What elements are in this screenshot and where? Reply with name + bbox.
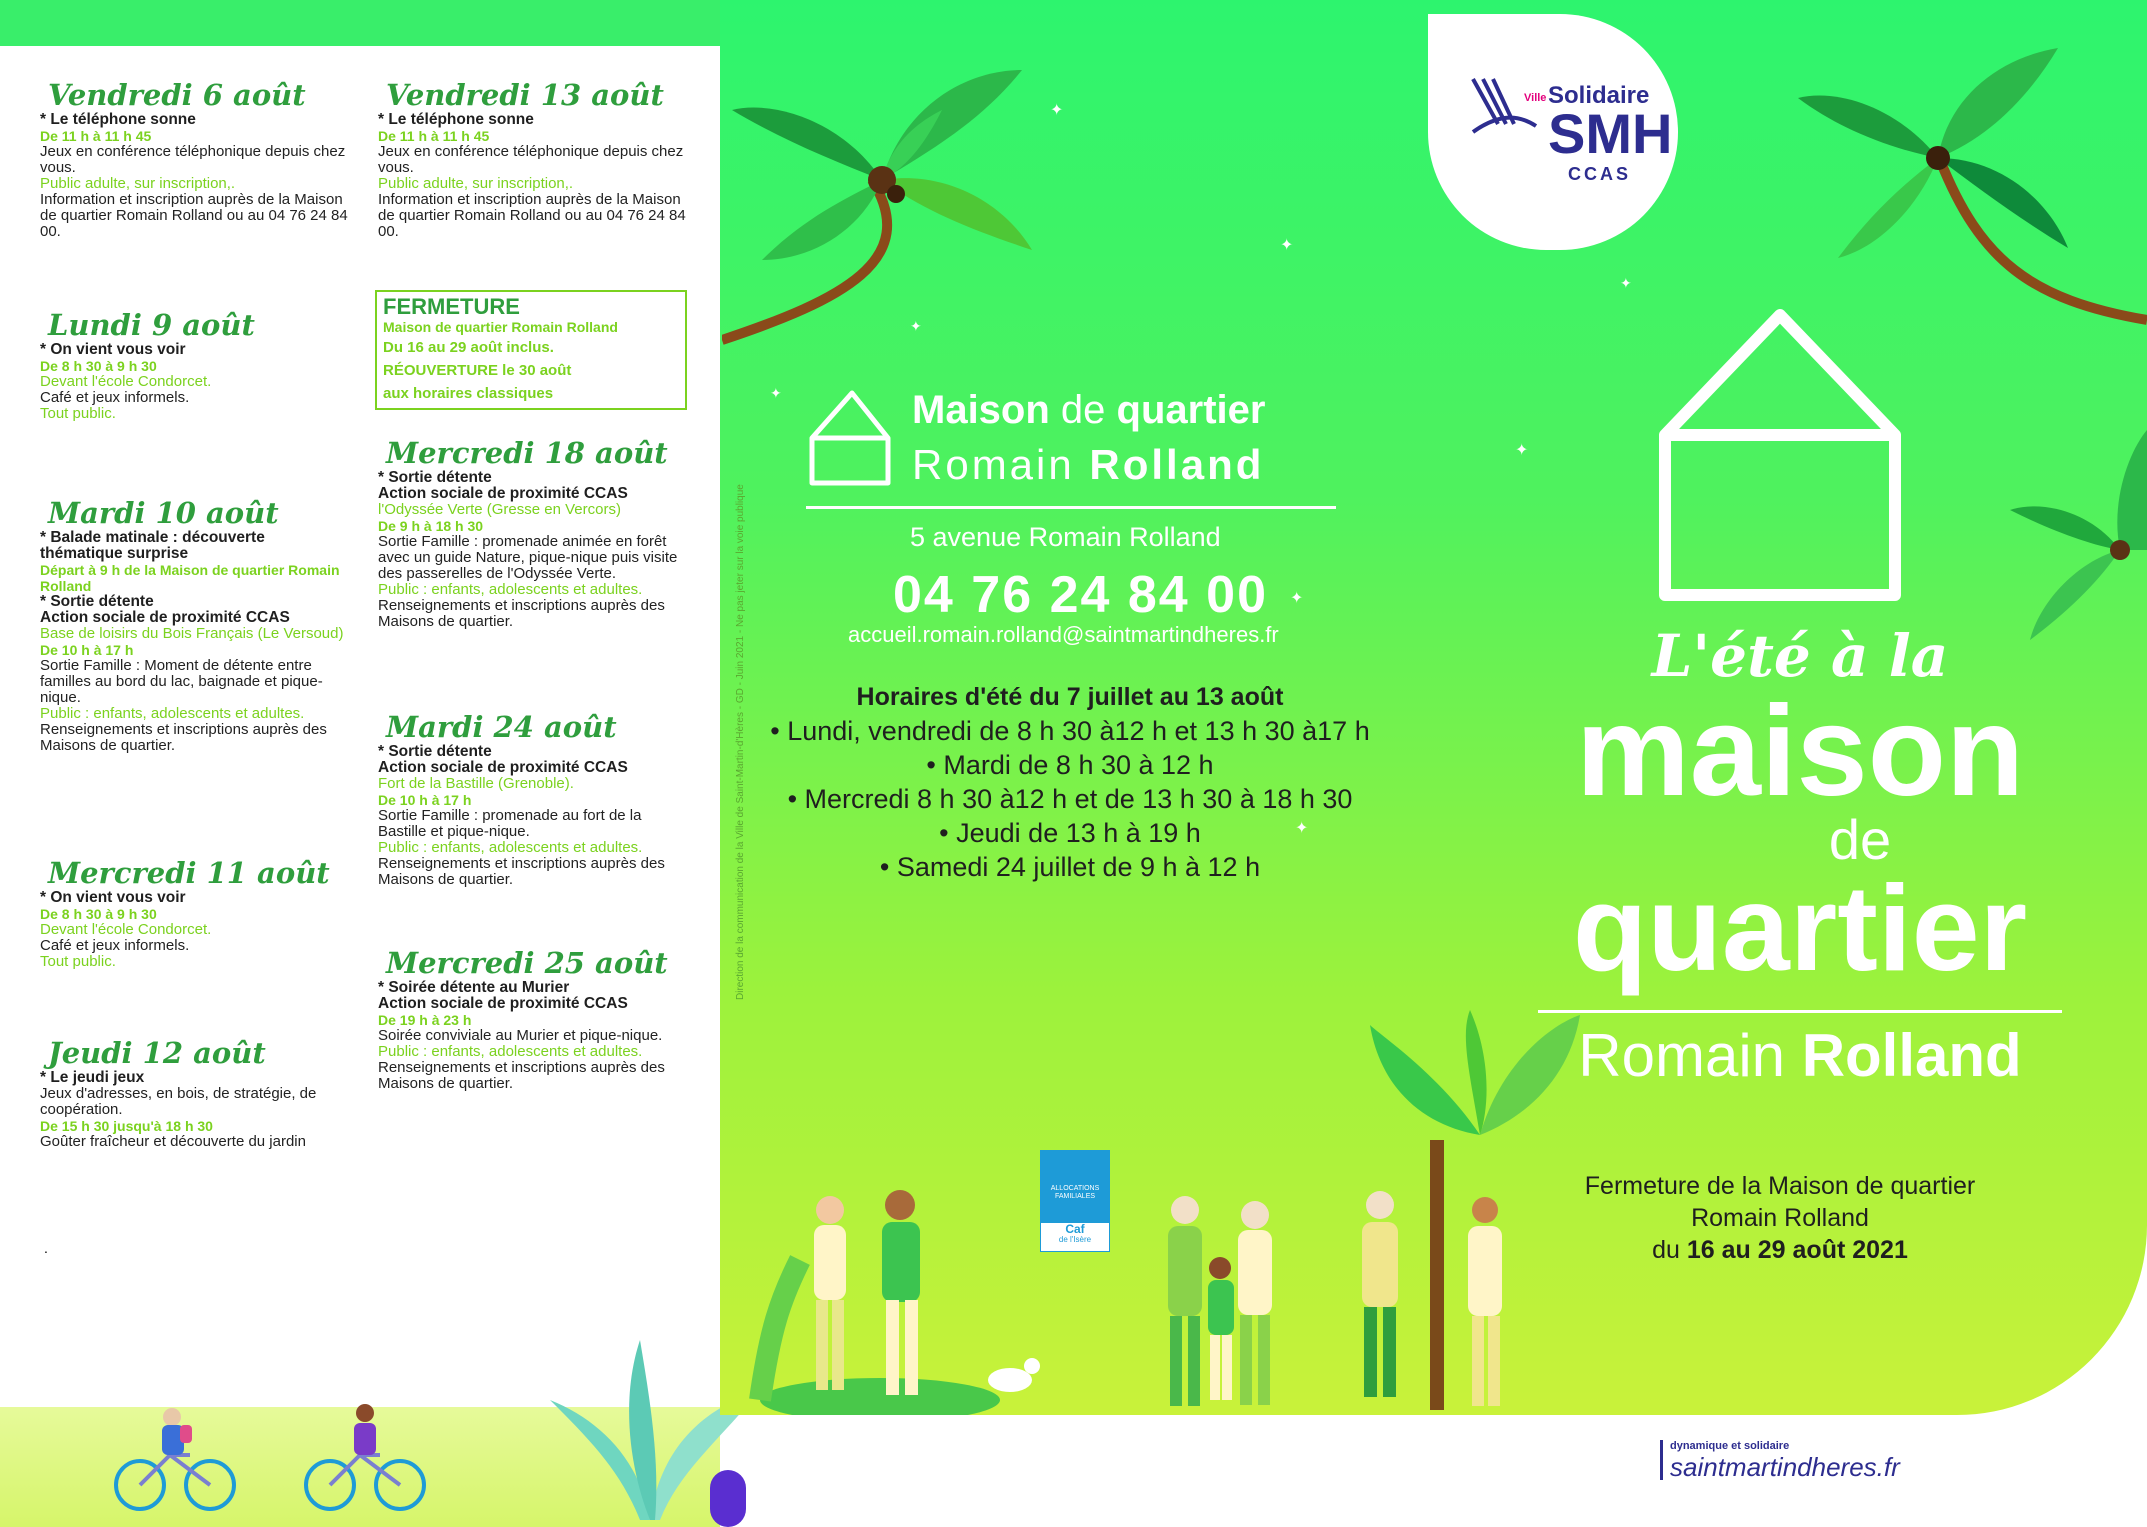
hours-line: • Jeudi de 13 h à 19 h xyxy=(939,818,1201,848)
day-heading: Mercredi 18 août xyxy=(378,436,688,470)
contact-name-quartier: quartier xyxy=(1116,388,1266,432)
house-icon-large xyxy=(1655,305,1905,605)
contact-address: 5 avenue Romain Rolland xyxy=(910,522,1221,552)
program-line: * Sortie détente xyxy=(378,743,492,760)
hours-line: • Samedi 24 juillet de 9 h à 12 h xyxy=(879,852,1261,882)
program-line: Action sociale de proximité CCAS xyxy=(378,485,628,502)
program-line: Renseignements et inscriptions auprès des Maisons de quartier. xyxy=(378,597,665,630)
program-line: Soirée conviviale au Murier et pique-nique. xyxy=(378,1027,663,1044)
vertical-credit: Direction de la communication de la Ville de Saint-Martin-d'Hères - GD - Juin 2021 - Ne pas jeter sur la voie publique xyxy=(735,484,746,1000)
program-line: De 19 h à 23 h xyxy=(378,1012,472,1028)
dog-figure-icon xyxy=(988,1358,1040,1392)
program-line: De 9 h à 18 h 30 xyxy=(378,518,484,534)
program-day xyxy=(40,856,350,970)
fermeture-title: FERMETURE xyxy=(383,294,520,319)
logo-ville: Ville xyxy=(1524,92,1547,104)
palm-tree-top-left-illustration xyxy=(722,0,1282,360)
cover-title xyxy=(1530,620,2070,1091)
day-heading: Vendredi 13 août xyxy=(378,78,688,112)
program-line: l'Odyssée Verte (Gresse en Vercors) xyxy=(378,501,621,518)
swoosh-icon xyxy=(1468,74,1538,134)
closure-dates: 16 au 29 août 2021 xyxy=(1686,1236,1908,1264)
program-line: Information et inscription auprès de la Maison de quartier Romain Rolland ou au 04 76 24 84 00. xyxy=(40,191,348,240)
program-line: Action sociale de proximité CCAS xyxy=(40,609,290,626)
program-line: Jeux en conférence téléphonique depuis chez vous. xyxy=(40,143,346,176)
program-line: Tout public. xyxy=(40,405,116,422)
fermeture-line-2: Du 16 au 29 août inclus. xyxy=(383,339,554,356)
day-heading: Jeudi 12 août xyxy=(40,1036,350,1070)
hours-list xyxy=(730,714,1410,884)
program-line: * Le téléphone sonne xyxy=(40,111,196,128)
title-line-2: maison xyxy=(1575,680,2025,823)
program-line: De 11 h à 11 h 45 xyxy=(378,128,490,144)
logo-solidaire: Solidaire xyxy=(1548,82,1650,109)
contact-name-de: de xyxy=(1049,388,1117,432)
title-line-4: quartier xyxy=(1572,860,2028,996)
program-line: * On vient vous voir xyxy=(40,889,186,906)
fermeture-line-1: Maison de quartier Romain Rolland xyxy=(383,319,618,335)
cyclists-illustration xyxy=(100,1395,440,1515)
contact-name-rolland: Rolland xyxy=(1089,441,1265,488)
program-line: * Sortie détente xyxy=(378,469,492,486)
program-line: De 10 h à 17 h xyxy=(378,792,472,808)
program-line: Information et inscription auprès de la Maison de quartier Romain Rolland ou au 04 76 24 84 00. xyxy=(378,191,686,240)
title-romain: Romain xyxy=(1578,1022,1802,1089)
day-heading: Mardi 10 août xyxy=(40,496,350,530)
program-line: Public : enfants, adolescents et adultes. xyxy=(378,839,643,856)
left-dot: . xyxy=(44,1240,48,1256)
woman-figure-icon xyxy=(814,1196,846,1390)
program-day xyxy=(378,946,688,1092)
program-day xyxy=(378,436,688,630)
closure-line-2: Romain Rolland xyxy=(1691,1204,1869,1232)
sparkle-icon: ✦ xyxy=(770,385,782,401)
logo-smh: SMH xyxy=(1548,102,1673,165)
caf-l2: FAMILIALES xyxy=(1054,1193,1096,1200)
program-day xyxy=(378,78,688,240)
title-line-3: de xyxy=(1828,808,1892,871)
program-line: Public : enfants, adolescents et adultes. xyxy=(378,1043,643,1060)
house-icon-small xyxy=(804,388,894,488)
program-line: Public : enfants, adolescents et adultes. xyxy=(40,705,305,722)
program-line: Renseignements et inscriptions auprès des Maisons de quartier. xyxy=(378,855,665,888)
sparkle-icon: ✦ xyxy=(1050,102,1064,119)
footer-site[interactable]: saintmartindheres.fr xyxy=(1670,1452,1900,1482)
smh-ccas-logo xyxy=(1428,14,1678,250)
fermeture-box xyxy=(375,290,687,410)
title-divider xyxy=(1538,1010,2062,1013)
caf-l4: de l'Isère xyxy=(1058,1235,1092,1244)
hours-line: • Mercredi 8 h 30 à12 h et de 13 h 30 à 18 h 30 xyxy=(787,784,1353,814)
bicycle-2-icon xyxy=(306,1404,424,1509)
program-day xyxy=(40,308,350,422)
palm-trunk-icon xyxy=(1430,1140,1444,1410)
program-line: Sortie Famille : promenade au fort de la Bastille et pique-nique. xyxy=(378,807,642,840)
program-line: * Soirée détente au Murier xyxy=(378,979,570,996)
program-line: De 15 h 30 jusqu'à 18 h 30 xyxy=(40,1118,213,1134)
program-line: Jeux d'adresses, en bois, de stratégie, de coopération. xyxy=(40,1085,317,1118)
sparkle-icon: ✦ xyxy=(1280,237,1294,254)
hours-line: • Mardi de 8 h 30 à 12 h xyxy=(926,750,1214,780)
fermeture-line-4: aux horaires classiques xyxy=(383,385,554,402)
summer-hours xyxy=(730,680,1410,884)
program-line: Café et jeux informels. xyxy=(40,937,190,954)
program-line: Sortie Famille : promenade animée en forêt avec un guide Nature, pique-nique puis visite des passerelles de l'Odyssée Verte. xyxy=(378,533,678,582)
fermeture-line-3: RÉOUVERTURE le 30 août xyxy=(383,362,572,379)
man-figure-icon xyxy=(882,1190,920,1395)
program-line: Base de loisirs du Bois Français (Le Versoud) xyxy=(40,625,344,642)
day-heading: Mardi 24 août xyxy=(378,710,688,744)
title-line-1: L'été à la xyxy=(1651,622,1949,690)
footer-tagline: dynamique et solidaire xyxy=(1670,1440,1790,1452)
program-day xyxy=(40,78,350,240)
closure-line-3 xyxy=(1520,1234,2040,1266)
program-line: Renseignements et inscriptions auprès des Maisons de quartier. xyxy=(40,721,327,754)
contact-name-maison: Maison xyxy=(912,388,1050,432)
program-line: * Balade matinale : découverte thématique surprise xyxy=(40,529,265,562)
day-heading: Mercredi 11 août xyxy=(40,856,350,890)
contact-divider xyxy=(806,506,1336,509)
program-line: Goûter fraîcheur et découverte du jardin xyxy=(40,1133,306,1150)
program-line: Départ à 9 h de la Maison de quartier Romain Rolland xyxy=(40,562,340,594)
contact-name-line-1 xyxy=(912,385,1265,435)
program-line: Action sociale de proximité CCAS xyxy=(378,759,628,776)
day-heading: Lundi 9 août xyxy=(40,308,350,342)
footer-bar xyxy=(1660,1440,1663,1480)
program-day xyxy=(40,1036,350,1150)
bicycle-1-icon xyxy=(116,1408,234,1509)
closure-line-1: Fermeture de la Maison de quartier xyxy=(1584,1172,1976,1200)
program-line: De 8 h 30 à 9 h 30 xyxy=(40,906,157,922)
program-line: De 11 h à 11 h 45 xyxy=(40,128,152,144)
caf-l3: Caf xyxy=(1065,1222,1085,1236)
program-day xyxy=(40,496,350,754)
contact-name-romain: Romain xyxy=(912,441,1090,488)
palm-tree-bottom-illustration xyxy=(1360,1010,1600,1170)
sparkle-icon: ✦ xyxy=(1620,275,1632,291)
program-line: Devant l'école Condorcet. xyxy=(40,373,212,390)
family-figures-icon xyxy=(1168,1196,1272,1406)
logo-ccas: CCAS xyxy=(1568,164,1632,184)
contact-name-line-2 xyxy=(912,440,1264,490)
contact-email[interactable]: accueil.romain.rolland@saintmartindheres.fr xyxy=(848,622,1279,647)
program-line: Fort de la Bastille (Grenoble). xyxy=(378,775,574,792)
program-line: De 10 h à 17 h xyxy=(40,642,134,658)
program-line: * On vient vous voir xyxy=(40,341,186,358)
program-line: Tout public. xyxy=(40,953,116,970)
contact-phone[interactable]: 04 76 24 84 00 xyxy=(893,566,1268,624)
hours-line: • Lundi, vendredi de 8 h 30 à12 h et 13 h 30 à17 h xyxy=(770,716,1370,746)
program-line: Public adulte, sur inscription,. xyxy=(378,175,574,192)
program-line: Devant l'école Condorcet. xyxy=(40,921,212,938)
caf-l1: ALLOCATIONS xyxy=(1050,1185,1100,1192)
day-heading: Mercredi 25 août xyxy=(378,946,688,980)
sparkle-icon: ✦ xyxy=(1290,590,1304,607)
program-line: Sortie Famille : Moment de détente entre familles au bord du lac, baignade et pique-nique. xyxy=(40,657,323,706)
sparkle-icon: ✦ xyxy=(910,318,922,334)
program-line: De 8 h 30 à 9 h 30 xyxy=(40,358,157,374)
sparkle-icon: ✦ xyxy=(1515,442,1529,459)
program-line: * Sortie détente xyxy=(40,593,154,610)
sparkle-icon: ✦ xyxy=(1295,820,1309,837)
title-line-5 xyxy=(1530,1021,2070,1091)
title-rolland: Rolland xyxy=(1801,1022,2022,1089)
program-line: * Le téléphone sonne xyxy=(378,111,534,128)
hours-title: Horaires d'été du 7 juillet au 13 août xyxy=(856,683,1284,711)
program-line: Public adulte, sur inscription,. xyxy=(40,175,236,192)
closure-notice xyxy=(1520,1170,2040,1266)
program-line: Renseignements et inscriptions auprès des Maisons de quartier. xyxy=(378,1059,665,1092)
program-line: Action sociale de proximité CCAS xyxy=(378,995,628,1012)
program-line: * Le jeudi jeux xyxy=(40,1069,145,1086)
program-line: Public : enfants, adolescents et adultes. xyxy=(378,581,643,598)
program-line: Café et jeux informels. xyxy=(40,389,190,406)
palm-tree-top-right-illustration xyxy=(1780,30,2147,330)
program-line: Jeux en conférence téléphonique depuis chez vous. xyxy=(378,143,684,176)
program-day xyxy=(378,710,688,888)
closure-du: du xyxy=(1652,1236,1687,1264)
day-heading: Vendredi 6 août xyxy=(40,78,350,112)
